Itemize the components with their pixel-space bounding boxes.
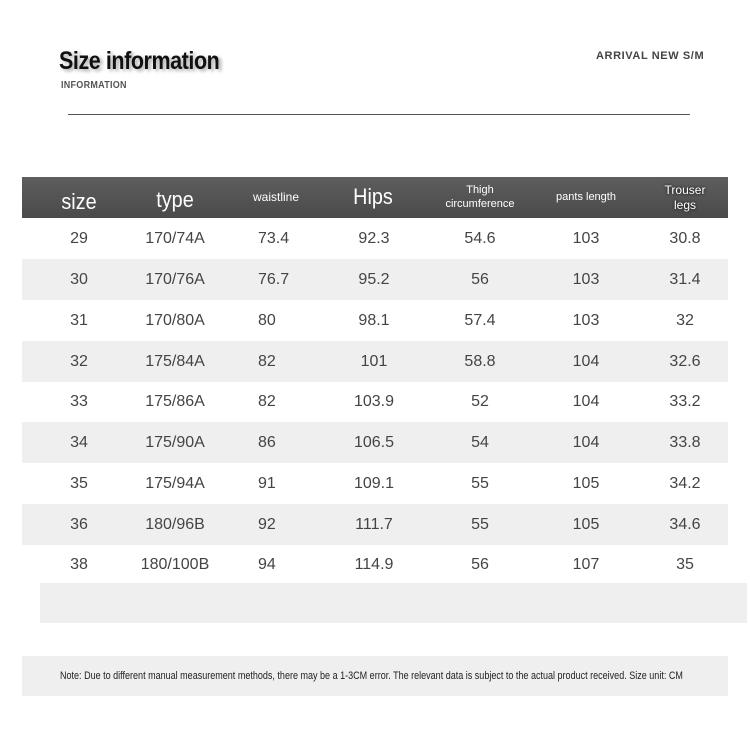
cell-hips: 92.3 xyxy=(358,229,390,247)
table-row xyxy=(22,381,728,422)
column-header-trouser-legs xyxy=(652,177,718,218)
cell-waistline: 80 xyxy=(258,311,276,329)
table-row xyxy=(22,422,728,463)
cell-hips: 109.1 xyxy=(353,474,395,492)
page-title: Size information xyxy=(59,47,220,75)
cell-trouser-legs: 34.6 xyxy=(669,515,701,533)
cell-waistline: 73.4 xyxy=(258,229,290,247)
blank-band xyxy=(40,583,747,623)
column-header-legs-line1: Trouser xyxy=(664,182,706,197)
column-header-thigh-line2: circumference xyxy=(445,197,515,210)
cell-trouser-legs: 33.2 xyxy=(669,392,701,410)
cell-thigh: 52 xyxy=(471,392,489,410)
cell-trouser-legs: 30.8 xyxy=(669,229,701,247)
cell-size: 31 xyxy=(70,311,88,329)
cell-hips: 114.9 xyxy=(354,555,394,573)
note-band xyxy=(22,656,728,696)
column-header-hips: Hips xyxy=(353,183,393,209)
table-row xyxy=(22,218,728,259)
table-row xyxy=(22,259,728,300)
cell-thigh: 58.8 xyxy=(464,352,496,370)
cell-pants-length: 107 xyxy=(572,555,600,573)
cell-thigh: 54 xyxy=(471,433,489,451)
measurement-note: Note: Due to different manual measurement methods, there may be a 1-3CM error. The relevant data is subject to the actual product received. Size unit: CM xyxy=(60,670,683,682)
cell-type: 170/74A xyxy=(145,229,205,247)
cell-hips: 101 xyxy=(360,352,388,370)
cell-trouser-legs: 33.8 xyxy=(669,433,701,451)
cell-waistline: 82 xyxy=(258,392,276,410)
cell-waistline: 86 xyxy=(258,433,276,451)
cell-hips: 98.1 xyxy=(358,311,390,329)
cell-trouser-legs: 31.4 xyxy=(669,270,701,288)
cell-hips: 106.5 xyxy=(353,433,395,451)
cell-type: 180/100B xyxy=(140,555,210,573)
cell-thigh: 54.6 xyxy=(464,229,496,247)
cell-pants-length: 104 xyxy=(572,433,600,451)
table-row xyxy=(22,341,728,382)
table-row xyxy=(22,544,728,585)
table-header xyxy=(22,177,728,218)
cell-type: 170/76A xyxy=(145,270,205,288)
cell-pants-length: 103 xyxy=(572,229,600,247)
cell-thigh: 55 xyxy=(471,515,489,533)
column-header-waistline: waistline xyxy=(252,190,300,204)
cell-type: 175/86A xyxy=(145,392,205,410)
cell-type: 175/94A xyxy=(145,474,205,492)
table-row xyxy=(22,300,728,341)
cell-pants-length: 104 xyxy=(572,392,600,410)
cell-thigh: 57.4 xyxy=(464,311,496,329)
arrival-label: ARRIVAL NEW S/M xyxy=(596,50,705,62)
cell-waistline: 92 xyxy=(258,515,276,533)
cell-size: 35 xyxy=(70,474,88,492)
cell-thigh: 55 xyxy=(471,474,489,492)
cell-size: 30 xyxy=(70,270,88,288)
column-header-thigh xyxy=(434,177,526,218)
cell-size: 36 xyxy=(70,515,88,533)
cell-waistline: 76.7 xyxy=(258,270,290,288)
cell-size: 32 xyxy=(70,352,88,370)
cell-pants-length: 103 xyxy=(572,311,600,329)
cell-size: 29 xyxy=(70,229,88,247)
cell-pants-length: 103 xyxy=(572,270,600,288)
cell-type: 175/84A xyxy=(145,352,205,370)
cell-thigh: 56 xyxy=(471,270,489,288)
header-divider xyxy=(68,114,690,115)
page-subtitle: INFORMATION xyxy=(61,80,127,91)
cell-hips: 103.9 xyxy=(353,392,395,410)
cell-waistline: 91 xyxy=(258,474,276,492)
column-header-pants-length: pants length xyxy=(556,190,616,203)
column-header-legs-line2: legs xyxy=(673,197,696,212)
cell-size: 34 xyxy=(70,433,88,451)
column-header-type: type xyxy=(156,186,194,212)
table-row xyxy=(22,504,728,545)
cell-waistline: 82 xyxy=(258,352,276,370)
cell-trouser-legs: 34.2 xyxy=(669,474,701,492)
cell-type: 170/80A xyxy=(145,311,205,329)
cell-pants-length: 105 xyxy=(572,474,600,492)
column-header-size: size xyxy=(61,188,97,214)
cell-type: 180/96B xyxy=(145,515,205,533)
cell-waistline: 94 xyxy=(258,555,276,573)
column-header-thigh-line1: Thigh xyxy=(466,183,494,196)
cell-pants-length: 104 xyxy=(572,352,600,370)
cell-trouser-legs: 32 xyxy=(676,311,694,329)
cell-size: 38 xyxy=(70,555,88,573)
table-row xyxy=(22,463,728,504)
cell-trouser-legs: 32.6 xyxy=(669,352,701,370)
cell-hips: 111.7 xyxy=(355,515,393,533)
cell-pants-length: 105 xyxy=(572,515,600,533)
cell-hips: 95.2 xyxy=(358,270,390,288)
cell-size: 33 xyxy=(70,392,88,410)
cell-thigh: 56 xyxy=(471,555,489,573)
cell-trouser-legs: 35 xyxy=(676,555,694,573)
cell-type: 175/90A xyxy=(145,433,205,451)
